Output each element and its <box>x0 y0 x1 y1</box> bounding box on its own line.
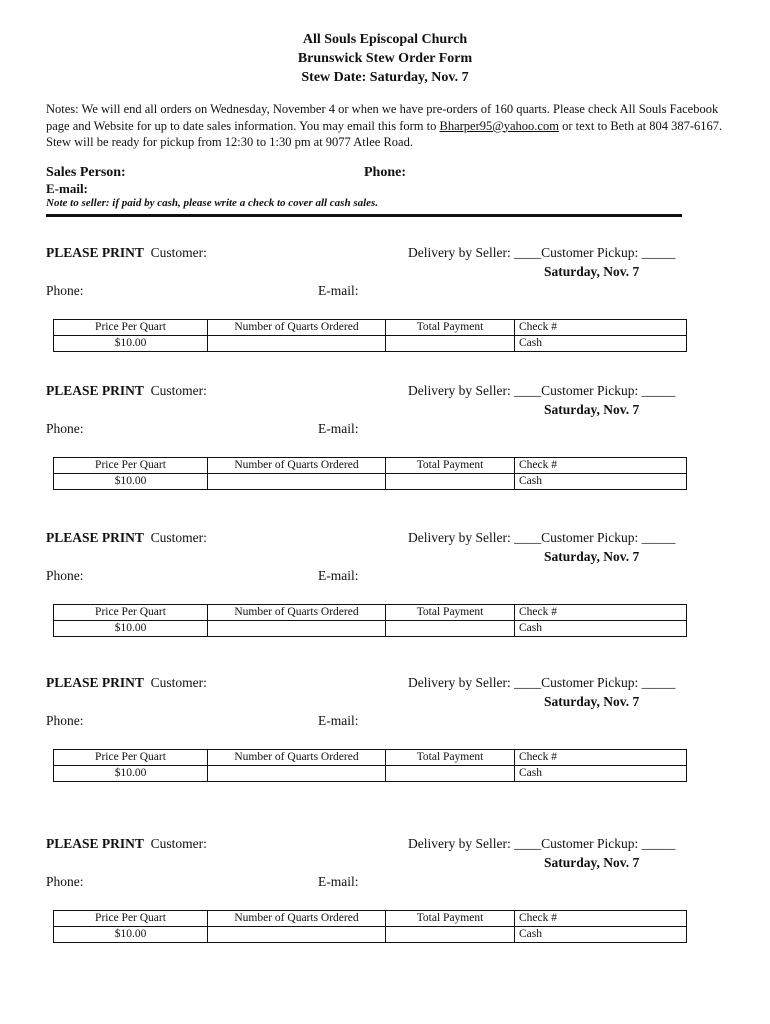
total-cell[interactable] <box>386 336 515 352</box>
delivery-options: Delivery by Seller: ____Customer Pickup: _____ <box>408 675 676 690</box>
cash-label: Cash <box>515 474 687 490</box>
table-row <box>54 336 687 352</box>
customer-label: Customer: <box>150 675 207 690</box>
seller-phone-label: Phone: <box>364 165 406 180</box>
customer-phone-label: Phone: <box>46 568 84 583</box>
total-cell[interactable] <box>386 766 515 782</box>
table-row <box>54 605 687 621</box>
quarts-cell[interactable] <box>208 336 386 352</box>
please-print-label: PLEASE PRINT <box>46 836 144 851</box>
customer-email-label: E-mail: <box>318 568 359 583</box>
notes-paragraph <box>46 101 726 151</box>
header-check: Check # <box>515 458 687 474</box>
notes-text-before: Notes: We will end all orders on Wednesday, November 4 or when we have pre-orders of 160 quarts. Please check All Souls Facebook page and Website for up to date sales information. You may email this form to <box>46 102 719 133</box>
delivery-options: Delivery by Seller: ____Customer Pickup: _____ <box>408 836 676 851</box>
header-price: Price Per Quart <box>54 605 208 621</box>
form-title: Brunswick Stew Order Form <box>297 51 473 66</box>
customer-email-label: E-mail: <box>318 713 359 728</box>
customer-email-label: E-mail: <box>318 283 359 298</box>
notes-text-after: or text to Beth at 804 387-6167. Stew will be ready for pickup from 12:30 to 1:30 pm at 9077 Atlee Road. <box>46 118 723 149</box>
customer-line <box>46 836 207 852</box>
customer-line <box>46 675 207 691</box>
please-print-label: PLEASE PRINT <box>46 675 144 690</box>
cash-label: Cash <box>515 336 687 352</box>
table-row <box>54 911 687 927</box>
cash-label: Cash <box>515 766 687 782</box>
church-name: All Souls Episcopal Church <box>302 32 468 47</box>
table-row <box>54 927 687 943</box>
sales-person-label: Sales Person: <box>46 165 126 180</box>
header-check: Check # <box>515 911 687 927</box>
customer-phone-label: Phone: <box>46 421 84 436</box>
price-value: $10.00 <box>54 474 208 490</box>
pickup-date: Saturday, Nov. 7 <box>544 402 640 417</box>
order-block <box>0 383 770 523</box>
stew-date: Stew Date: Saturday, Nov. 7 <box>301 70 469 85</box>
header-price: Price Per Quart <box>54 458 208 474</box>
customer-phone-label: Phone: <box>46 283 84 298</box>
customer-email-label: E-mail: <box>318 874 359 889</box>
order-table <box>53 910 687 943</box>
delivery-options: Delivery by Seller: ____Customer Pickup: _____ <box>408 245 676 260</box>
table-row <box>54 320 687 336</box>
customer-line <box>46 245 207 261</box>
order-table <box>53 319 687 352</box>
customer-email-label: E-mail: <box>318 421 359 436</box>
header-total: Total Payment <box>386 750 515 766</box>
pickup-date: Saturday, Nov. 7 <box>544 264 640 279</box>
header-quarts: Number of Quarts Ordered <box>208 605 386 621</box>
header-check: Check # <box>515 605 687 621</box>
total-cell[interactable] <box>386 927 515 943</box>
header-total: Total Payment <box>386 605 515 621</box>
cash-label: Cash <box>515 927 687 943</box>
header-price: Price Per Quart <box>54 320 208 336</box>
table-row <box>54 621 687 637</box>
customer-label: Customer: <box>150 383 207 398</box>
price-value: $10.00 <box>54 621 208 637</box>
quarts-cell[interactable] <box>208 927 386 943</box>
section-divider <box>46 214 682 217</box>
customer-label: Customer: <box>150 530 207 545</box>
quarts-cell[interactable] <box>208 621 386 637</box>
customer-phone-label: Phone: <box>46 874 84 889</box>
header-quarts: Number of Quarts Ordered <box>208 750 386 766</box>
pickup-date: Saturday, Nov. 7 <box>544 855 640 870</box>
please-print-label: PLEASE PRINT <box>46 245 144 260</box>
pickup-date: Saturday, Nov. 7 <box>544 694 640 709</box>
total-cell[interactable] <box>386 621 515 637</box>
price-value: $10.00 <box>54 927 208 943</box>
table-row <box>54 750 687 766</box>
header-quarts: Number of Quarts Ordered <box>208 320 386 336</box>
order-table <box>53 749 687 782</box>
customer-line <box>46 383 207 399</box>
pickup-date: Saturday, Nov. 7 <box>544 549 640 564</box>
customer-line <box>46 530 207 546</box>
header-price: Price Per Quart <box>54 911 208 927</box>
order-block <box>0 836 770 976</box>
cash-label: Cash <box>515 621 687 637</box>
order-block <box>0 530 770 670</box>
table-row <box>54 458 687 474</box>
header-check: Check # <box>515 320 687 336</box>
delivery-options: Delivery by Seller: ____Customer Pickup: _____ <box>408 530 676 545</box>
header-check: Check # <box>515 750 687 766</box>
header-quarts: Number of Quarts Ordered <box>208 458 386 474</box>
header-quarts: Number of Quarts Ordered <box>208 911 386 927</box>
table-row <box>54 474 687 490</box>
order-block <box>0 245 770 385</box>
header-total: Total Payment <box>386 320 515 336</box>
price-value: $10.00 <box>54 336 208 352</box>
table-row <box>54 766 687 782</box>
seller-email-label: E-mail: <box>46 181 88 196</box>
seller-note: Note to seller: if paid by cash, please write a check to cover all cash sales. <box>46 197 379 209</box>
quarts-cell[interactable] <box>208 766 386 782</box>
price-value: $10.00 <box>54 766 208 782</box>
order-table <box>53 604 687 637</box>
total-cell[interactable] <box>386 474 515 490</box>
quarts-cell[interactable] <box>208 474 386 490</box>
please-print-label: PLEASE PRINT <box>46 530 144 545</box>
order-block <box>0 675 770 815</box>
please-print-label: PLEASE PRINT <box>46 383 144 398</box>
header-total: Total Payment <box>386 458 515 474</box>
customer-label: Customer: <box>150 836 207 851</box>
header-price: Price Per Quart <box>54 750 208 766</box>
header-total: Total Payment <box>386 911 515 927</box>
contact-email-link[interactable]: Bharper95@yahoo.com <box>439 118 559 133</box>
customer-phone-label: Phone: <box>46 713 84 728</box>
order-table <box>53 457 687 490</box>
customer-label: Customer: <box>150 245 207 260</box>
delivery-options: Delivery by Seller: ____Customer Pickup: _____ <box>408 383 676 398</box>
